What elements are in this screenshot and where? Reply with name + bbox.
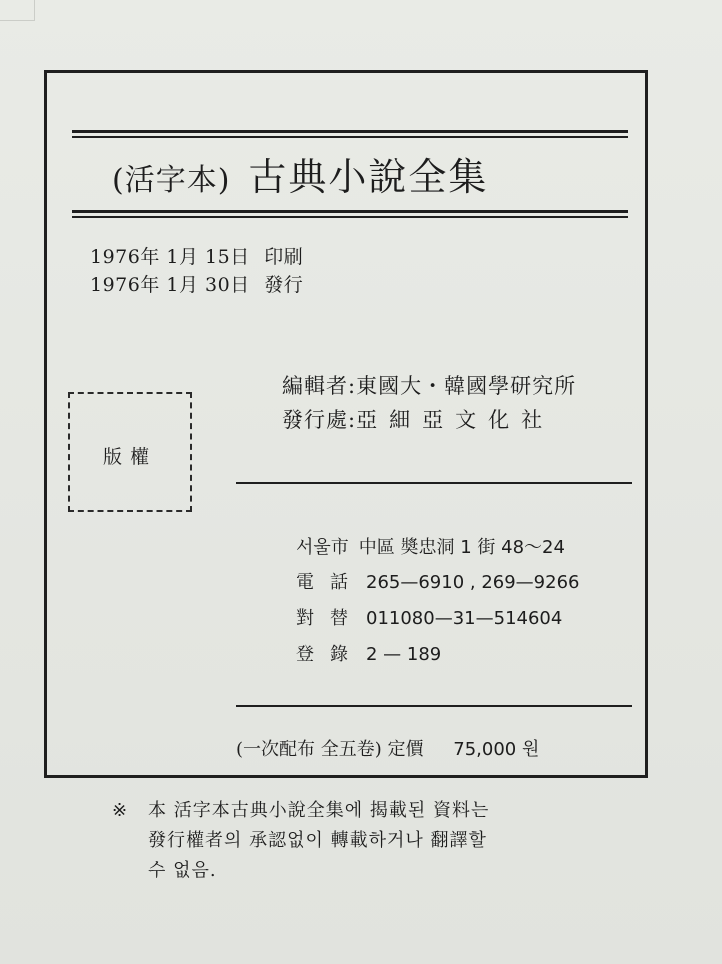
registration-label: 登錄 [296,644,364,665]
title-main: 古典小說全集 [248,155,489,199]
price-rule [236,705,632,707]
editor-line [282,370,576,400]
price-line [236,735,539,761]
publish-action: 發行 [264,274,304,296]
publish-date [90,270,303,297]
publisher-line [282,404,554,434]
copyright-label: 版權 [102,446,157,468]
print-action: 印刷 [264,246,304,268]
title-rule-1 [72,210,628,213]
copyright-box [68,392,192,512]
mid-rule [236,482,632,484]
book-title [112,146,592,201]
phone-label: 電話 [296,572,364,593]
notice-line-2: 發行權者의 承認없이 轉載하거나 翻譯할 [148,830,487,851]
address-text: 中區 奬忠洞 1 街 48〜24 [358,537,565,558]
publisher-label: 發行處: [282,408,357,432]
transfer-line [296,604,562,630]
publisher-value: 亞細亞文化社 [356,408,555,432]
reproduction-notice [112,796,489,886]
notice-line-1: 本 活字本古典小說全集에 揭載된 資料는 [148,800,490,821]
phone-line [296,568,580,594]
top-rule-1 [72,130,628,133]
address-line [296,533,565,559]
phone-value: 265—6910 , 269—9266 [366,572,580,593]
address-city: 서울市 [296,537,349,558]
publish-year: 1976年 [90,274,160,296]
editor-label: 編輯者: [282,374,357,398]
registration-line [296,640,441,666]
publish-day: 30日 [205,274,250,296]
price-label: 定價 [387,739,424,760]
notice-line-3: 수 없음. [148,860,217,881]
corner-mark [0,0,35,21]
registration-value: 2 — 189 [366,644,442,665]
transfer-label: 對替 [296,608,364,629]
print-date [90,242,303,269]
title-rule-2 [72,216,628,218]
editor-value: 東國大・韓國學研究所 [356,374,577,398]
price-note: (一次配布 全五卷) [236,739,382,760]
edition-label: (活字本) [112,163,231,198]
print-year: 1976年 [90,246,160,268]
transfer-value: 011080—31—514604 [366,608,563,629]
price-amount: 75,000 원 [453,739,540,760]
publish-month: 1月 [166,274,199,296]
print-day: 15日 [205,246,250,268]
top-rule-2 [72,136,628,138]
print-month: 1月 [166,246,199,268]
notice-mark: ※ [112,800,129,821]
